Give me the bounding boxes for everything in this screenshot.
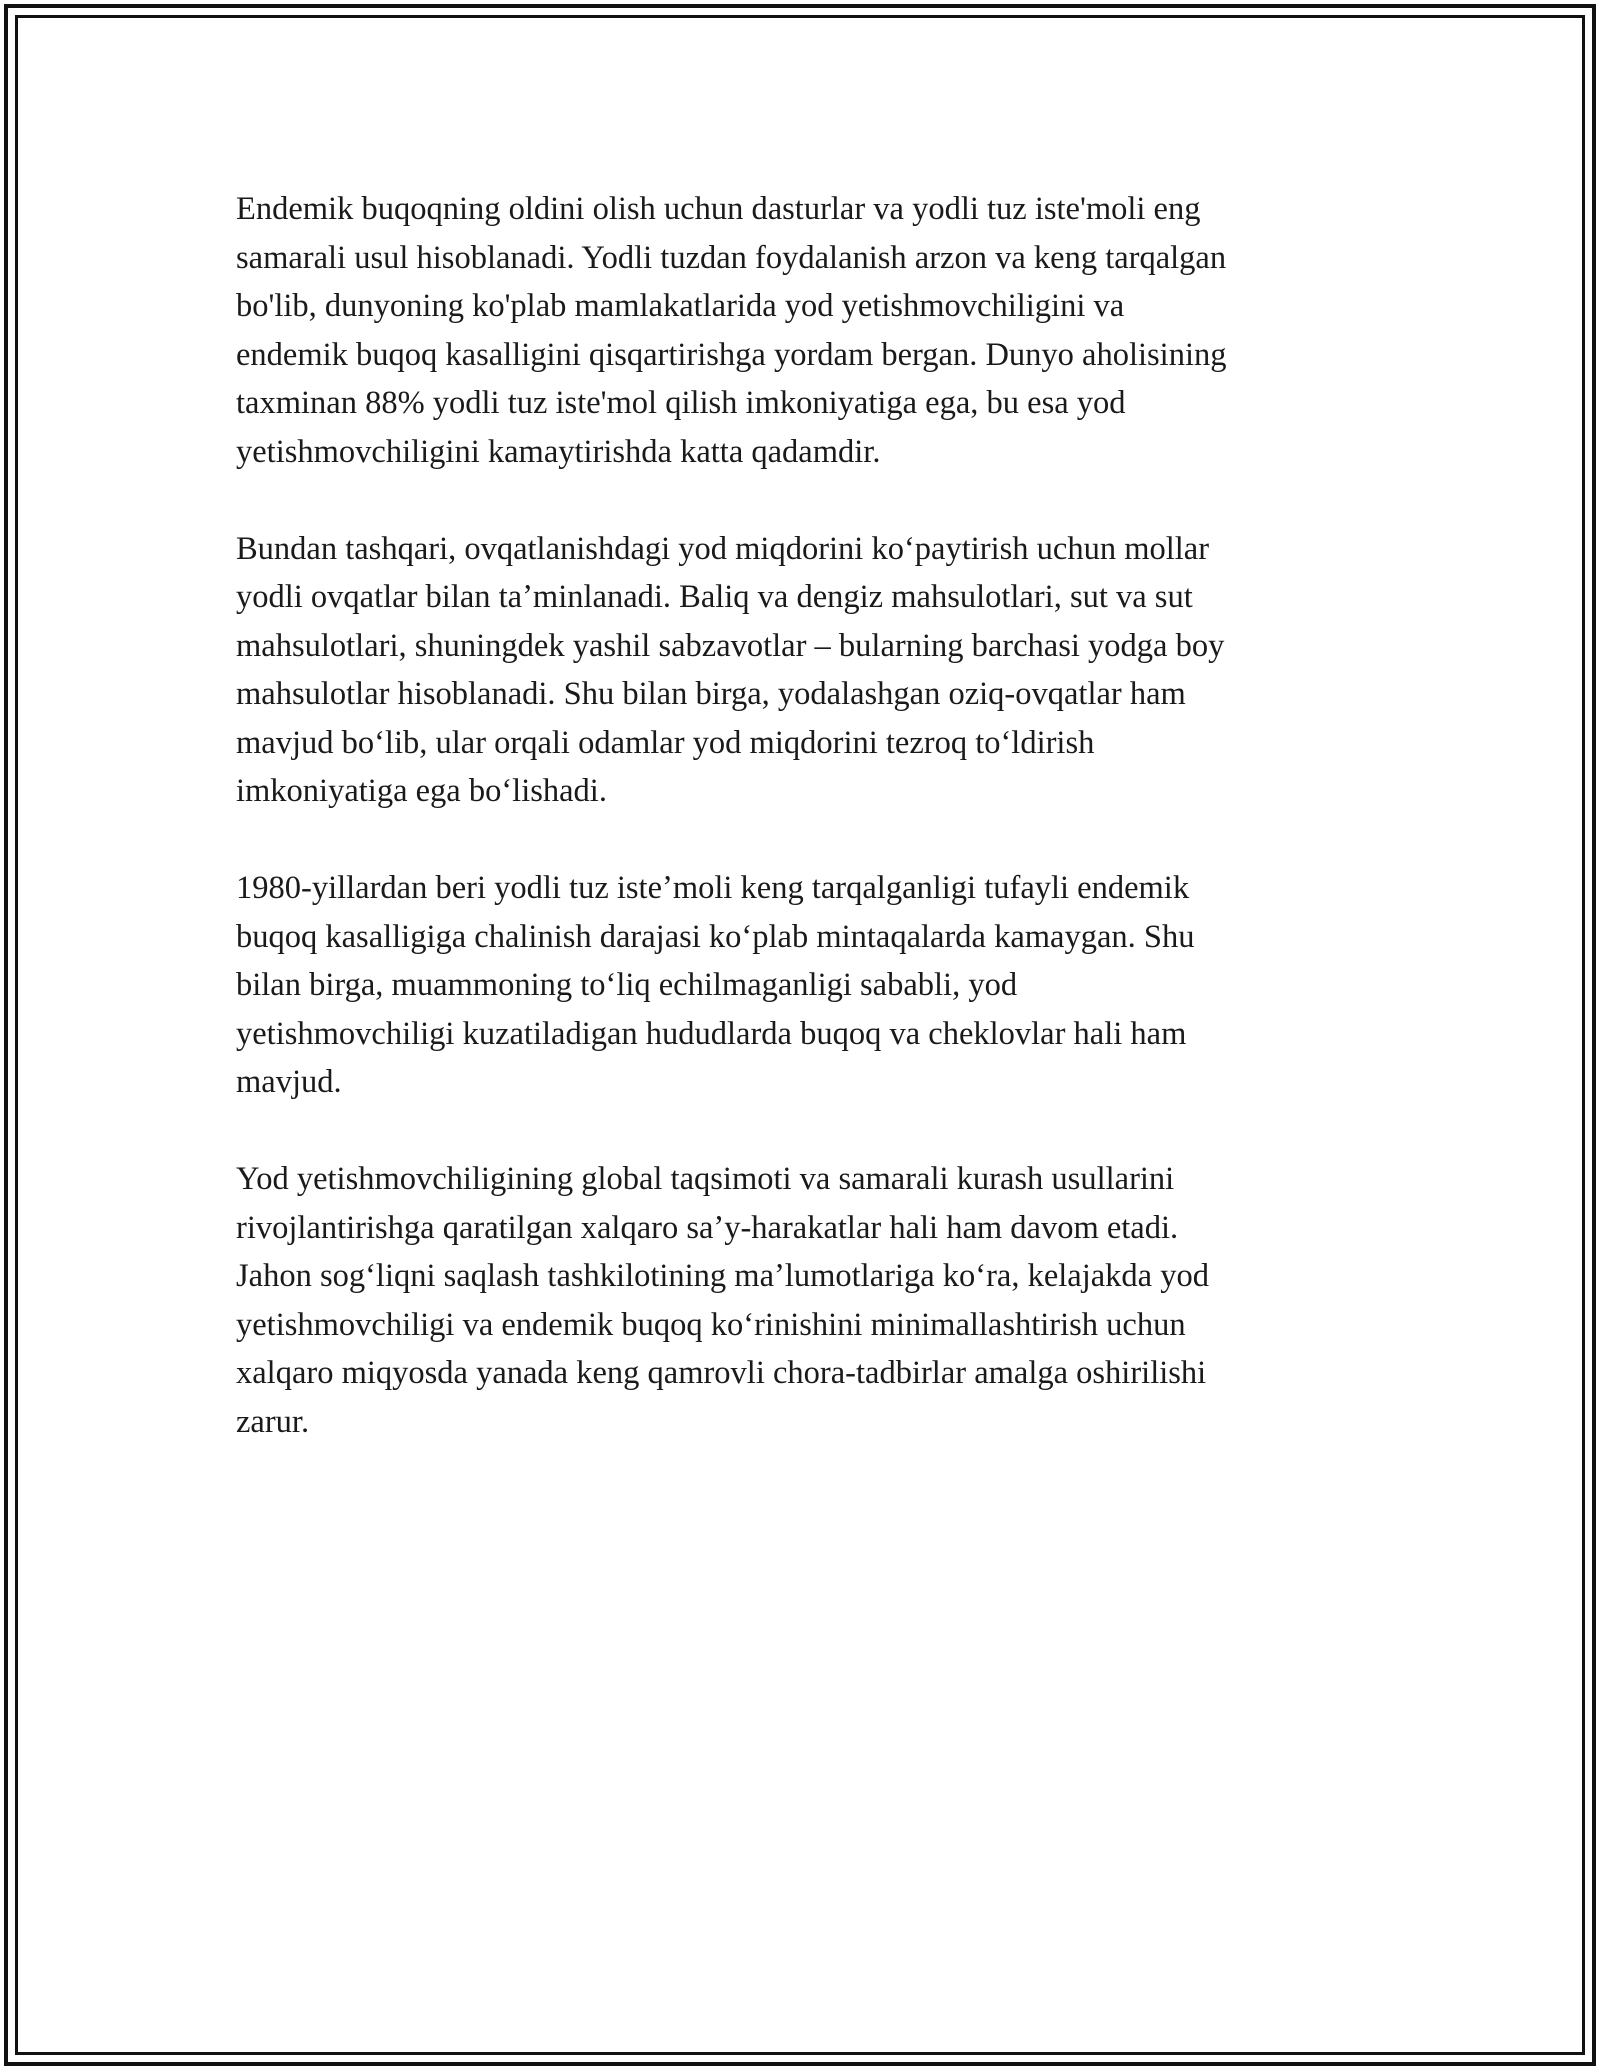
paragraph-line: Jahon sogʻliqni saqlash tashkilotining maʼlumotlariga koʻra, kelajakda yod [236,1258,1209,1294]
paragraph-line: imkoniyatiga ega boʻlishadi. [236,773,607,809]
paragraph-line: mahsulotlar hisoblanadi. Shu bilan birga, yodalashgan oziq-ovqatlar ham [236,676,1186,712]
paragraph-line: yodli ovqatlar bilan taʼminlanadi. Baliq va dengiz mahsulotlari, sut va sut [236,579,1193,615]
paragraph-line: zarur. [236,1403,310,1440]
paragraph-line: mavjud. [236,1064,342,1100]
paragraph-line: bo'lib, dunyoning ko'plab mamlakatlarida yod yetishmovchiligini va [236,288,1125,324]
paragraph-line: yetishmovchiligi kuzatiladigan hududlarda buqoq va cheklovlar hali ham [236,1015,1187,1052]
paragraph-line: mahsulotlari, shuningdek yashil sabzavotlar – bularning barchasi yodga boy [236,627,1225,664]
paragraph-3 [236,864,1366,1107]
paragraph-line: samarali usul hisoblanadi. Yodli tuzdan foydalanish arzon va keng tarqalgan [236,239,1227,276]
paragraph-line: mavjud boʻlib, ular orqali odamlar yod miqdorini tezroq toʻldirish [236,724,1095,761]
paragraph-line: 1980-yillardan beri yodli tuz isteʼmoli keng tarqalganligi tufayli endemik [236,870,1190,906]
paragraph-line: taxminan 88% yodli tuz iste'mol qilish imkoniyatiga ega, bu esa yod [236,385,1126,421]
paragraph-line: Yod yetishmovchiligining global taqsimoti va samarali kurash usullarini [236,1161,1175,1197]
paragraph-line: Endemik buqoqning oldini olish uchun dasturlar va yodli tuz iste'moli eng [236,191,1201,227]
paragraph-line: yetishmovchiligi va endemik buqoq koʻrinishini minimallashtirish uchun [236,1306,1186,1343]
document-body [236,185,1366,1446]
paragraph-4 [236,1155,1366,1446]
paragraph-line: endemik buqoq kasalligini qisqartirishga yordam bergan. Dunyo aholisining [236,336,1227,373]
paragraph-2 [236,525,1366,816]
paragraph-line: bilan birga, muammoning toʻliq echilmaganligi sababli, yod [236,967,1018,1003]
paragraph-line: rivojlantirishga qaratilgan xalqaro saʼy-harakatlar hali ham davom etadi. [236,1209,1179,1246]
paragraph-1 [236,185,1366,476]
paragraph-line: yetishmovchiligini kamaytirishda katta qadamdir. [236,433,881,470]
paragraph-line: xalqaro miqyosda yanada keng qamrovli chora-tadbirlar amalga oshirilishi [236,1355,1207,1391]
paragraph-line: Bundan tashqari, ovqatlanishdagi yod miqdorini koʻpaytirish uchun mollar [236,530,1210,567]
paragraph-line: buqoq kasalligiga chalinish darajasi koʻplab mintaqalarda kamaygan. Shu [236,918,1195,955]
